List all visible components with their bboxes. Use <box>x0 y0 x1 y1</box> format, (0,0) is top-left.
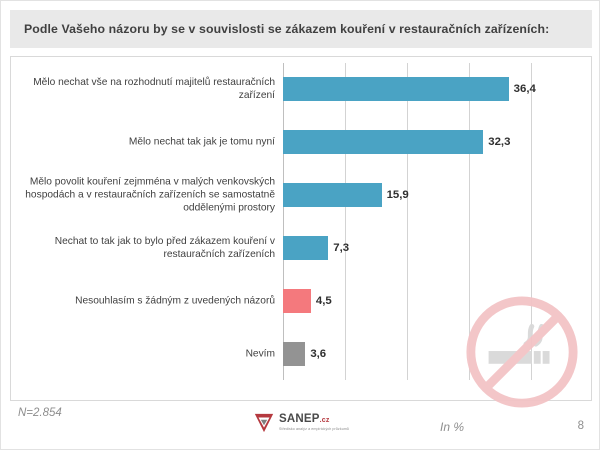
unit-label: In % <box>440 420 465 434</box>
bar-group <box>283 236 349 260</box>
sanep-logo <box>253 412 349 434</box>
category-label: Nevím <box>245 348 275 360</box>
bar-value-label: 32,3 <box>488 136 511 149</box>
bar-group <box>283 183 409 207</box>
logo-name <box>279 414 349 426</box>
bar <box>283 236 328 260</box>
logo-mark-icon <box>253 412 275 434</box>
category-label: Mělo nechat vše na rozhodnutí majitelů restauračních zařízení <box>33 77 275 102</box>
chart-plot-area <box>10 56 592 401</box>
chart-row <box>11 63 587 116</box>
logo-tagline: Středisko analýz a empirických průzkumů <box>279 426 350 431</box>
category-label: Nesouhlasím s žádným z uvedených názorů <box>75 295 275 307</box>
bar-group <box>283 130 510 154</box>
bar-value-label: 15,9 <box>386 189 409 202</box>
category-label: Mělo povolit kouření zejmména v malých venkovských hospodách a v restauračních zařízeních se samostatně oddělenými prostory <box>25 176 275 214</box>
chart-row <box>11 116 587 169</box>
bar <box>283 289 311 313</box>
bar <box>283 130 483 154</box>
page-title: Podle Vašeho názoru by se v souvislosti se zákazem kouření v restauračních zařízeních: <box>24 21 550 36</box>
chart-bars <box>11 63 587 380</box>
bar-group <box>283 342 326 366</box>
bar-group <box>283 289 332 313</box>
bar <box>283 183 382 207</box>
chart-row <box>11 274 587 327</box>
page-number: 8 <box>577 420 584 432</box>
chart-row <box>11 327 587 380</box>
footer <box>10 403 592 443</box>
sample-size-label: N=2.854 <box>18 407 62 419</box>
category-label: Nechat to tak jak to bylo před zákazem kouření v restauračních zařízeních <box>54 235 275 260</box>
chart-row <box>11 169 587 222</box>
bar <box>283 342 305 366</box>
chart-row <box>11 222 587 275</box>
logo-name-suffix: .cz <box>319 417 330 425</box>
bar-value-label: 7,3 <box>333 241 350 254</box>
bar-value-label: 36,4 <box>513 83 536 96</box>
bar-value-label: 4,5 <box>315 294 332 307</box>
bar-value-label: 3,6 <box>310 347 327 360</box>
title-bar <box>10 10 592 48</box>
bar <box>283 77 509 101</box>
logo-name-text: SANEP <box>279 413 320 426</box>
bar-group <box>283 77 536 101</box>
category-label: Mělo nechat tak jak je tomu nyní <box>128 136 275 148</box>
